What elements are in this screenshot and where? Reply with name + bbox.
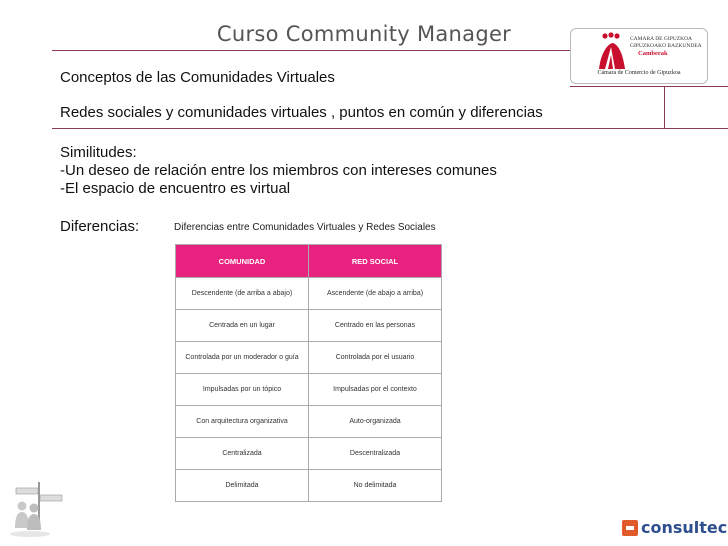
table-cell: Delimitada: [176, 470, 309, 502]
chamber-logo-line-3: Camberak: [638, 50, 668, 57]
similarity-item: -Un deseo de relación entre los miembros con intereses comunes: [60, 162, 497, 179]
column-header: RED SOCIAL: [309, 245, 442, 278]
table-cell: Impulsadas por un tópico: [176, 374, 309, 406]
differences-label: Diferencias:: [60, 218, 140, 235]
table-cell: Centrado en las personas: [309, 310, 442, 342]
similarity-item: -El espacio de encuentro es virtual: [60, 180, 291, 197]
table-cell: Ascendente (de abajo a arriba): [309, 278, 442, 310]
table-row: [176, 438, 442, 470]
table-row: [176, 278, 442, 310]
table-row: [176, 406, 442, 438]
differences-table: [175, 244, 442, 502]
section-subheading: Redes sociales y comunidades virtuales , puntos en común y diferencias: [60, 104, 543, 121]
table-cell: Auto-organizada: [309, 406, 442, 438]
table-cell: Descentralizada: [309, 438, 442, 470]
chamber-logo-caption: Cámara de Comercio de Gipuzkoa: [597, 70, 681, 76]
people-signpost-icon: [4, 480, 68, 540]
section-heading: Conceptos de las Comunidades Virtuales: [60, 69, 335, 86]
table-row: [176, 470, 442, 502]
table-header-row: [176, 245, 442, 278]
table-cell: No delimitada: [309, 470, 442, 502]
table-cell: Impulsadas por el contexto: [309, 374, 442, 406]
table-row: [176, 374, 442, 406]
header-rule-right: [570, 86, 728, 87]
table-cell: Con arquitectura organizativa: [176, 406, 309, 438]
chamber-logo-line-1: CAMARA DE GIPUZKOA: [630, 36, 693, 42]
consultec-logo-icon: [622, 520, 638, 536]
chamber-logo-line-2: GIPUZKOAKO BAZKUNDEA: [630, 43, 702, 49]
table-cell: Controlada por el usuario: [309, 342, 442, 374]
table-cell: Descendente (de arriba a abajo): [176, 278, 309, 310]
table-title: Diferencias entre Comunidades Virtuales y Redes Sociales: [174, 222, 436, 233]
content-rule: [664, 86, 665, 128]
page-title: Curso Community Manager: [216, 22, 512, 46]
header-rule: [52, 50, 570, 51]
chamber-logo-text: [630, 36, 702, 57]
table-row: [176, 310, 442, 342]
table-row: [176, 342, 442, 374]
table-cell: Centralizada: [176, 438, 309, 470]
section-rule: [52, 128, 728, 129]
table-cell: Centrada en un lugar: [176, 310, 309, 342]
consultec-brand: consultec: [641, 518, 728, 537]
column-header: COMUNIDAD: [176, 245, 309, 278]
table-cell: Controlada por un moderador o guía: [176, 342, 309, 374]
similarities-label: Similitudes:: [60, 144, 137, 161]
